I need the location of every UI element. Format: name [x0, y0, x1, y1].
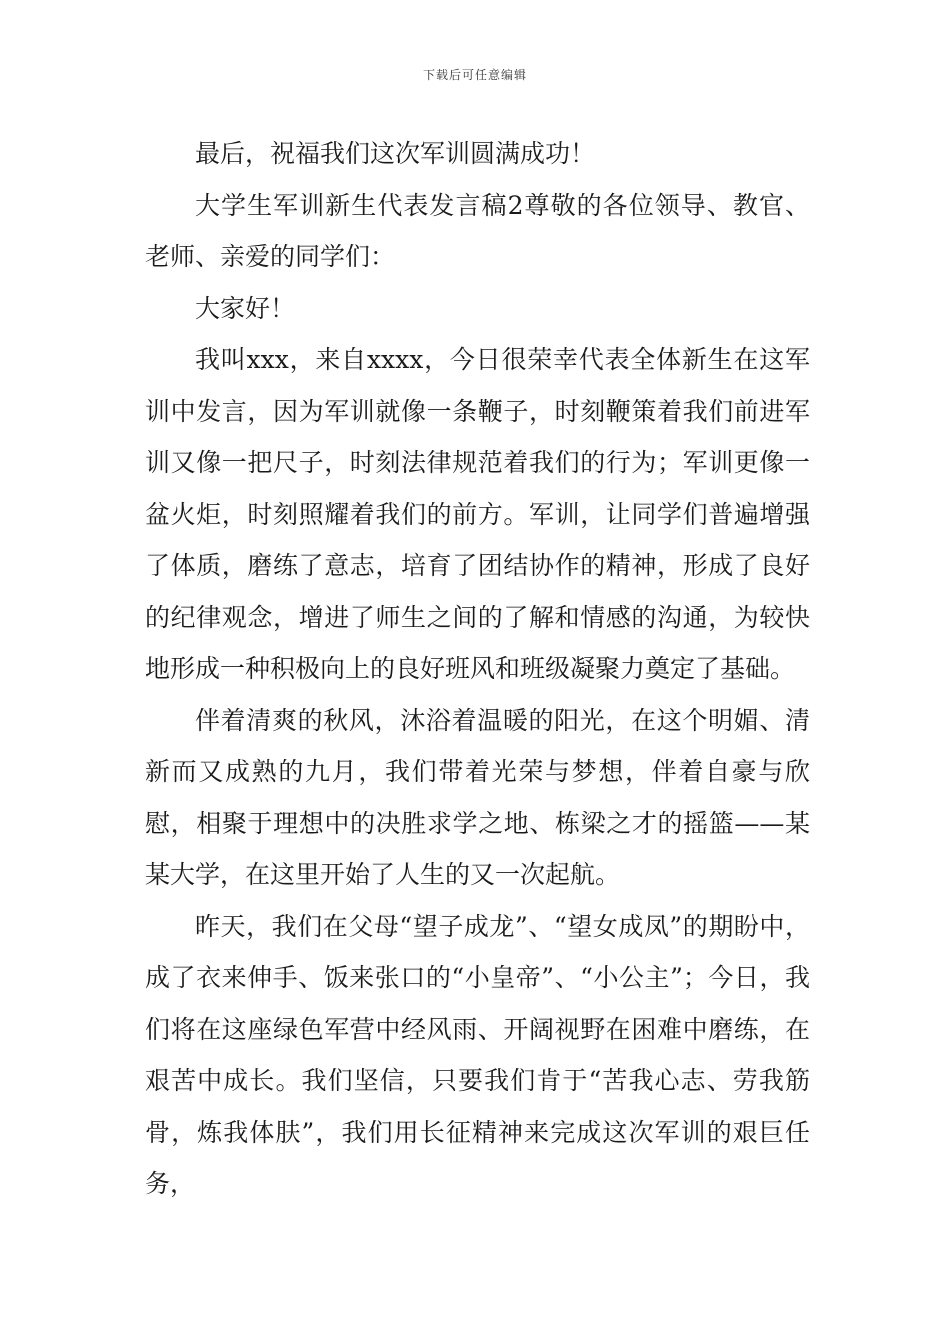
paragraph-introduction: 我叫xxx，来自xxxx，今日很荣幸代表全体新生在这军训中发言，因为军训就像一条鞭子，时刻鞭策着我们前进军训又像一把尺子，时刻法律规范着我们的行为；军训更像一盆火炬，时刻照耀着我们的前方。军训，让同学们普遍增强了体质，磨练了意志，培育了团结协作的精神，形成了良好的纪律观念，增进了师生之间的了解和情感的沟通，为较快地形成一种积极向上的良好班风和班级凝聚力奠定了基础。: [145, 345, 810, 683]
page-header: 下载后可任意编辑: [422, 68, 527, 82]
paragraph-autumn-arrival: 伴着清爽的秋风，沐浴着温暖的阳光，在这个明媚、清新而又成熟的九月，我们带着光荣与梦想，伴着自豪与欣慰，相聚于理想中的决胜求学之地、栋梁之才的摇篮——某某大学，在这里开始了人生的又一次起航。: [145, 705, 810, 889]
paragraph-yesterday-today: 昨天，我们在父母“望子成龙”、“望女成凤”的期盼中，成了衣来伸手、饭来张口的“小皇帝”、“小公主”；今日，我们将在这座绿色军营中经风雨、开阔视野在困难中磨练，在艰苦中成长。我们坚信，只要我们肯于“苦我心志、劳我筋骨，炼我体肤”，我们用长征精神来完成这次军训的艰巨任务，: [145, 911, 810, 1198]
paragraph-hello: 大家好！: [195, 293, 296, 323]
paragraph-closing-wish: 最后，祝福我们这次军训圆满成功！: [195, 139, 596, 168]
document-body: [145, 128, 810, 1210]
paragraph-speech-title-greeting: 大学生军训新生代表发言稿2尊敬的各位领导、教官、老师、亲爱的同学们：: [145, 190, 810, 271]
